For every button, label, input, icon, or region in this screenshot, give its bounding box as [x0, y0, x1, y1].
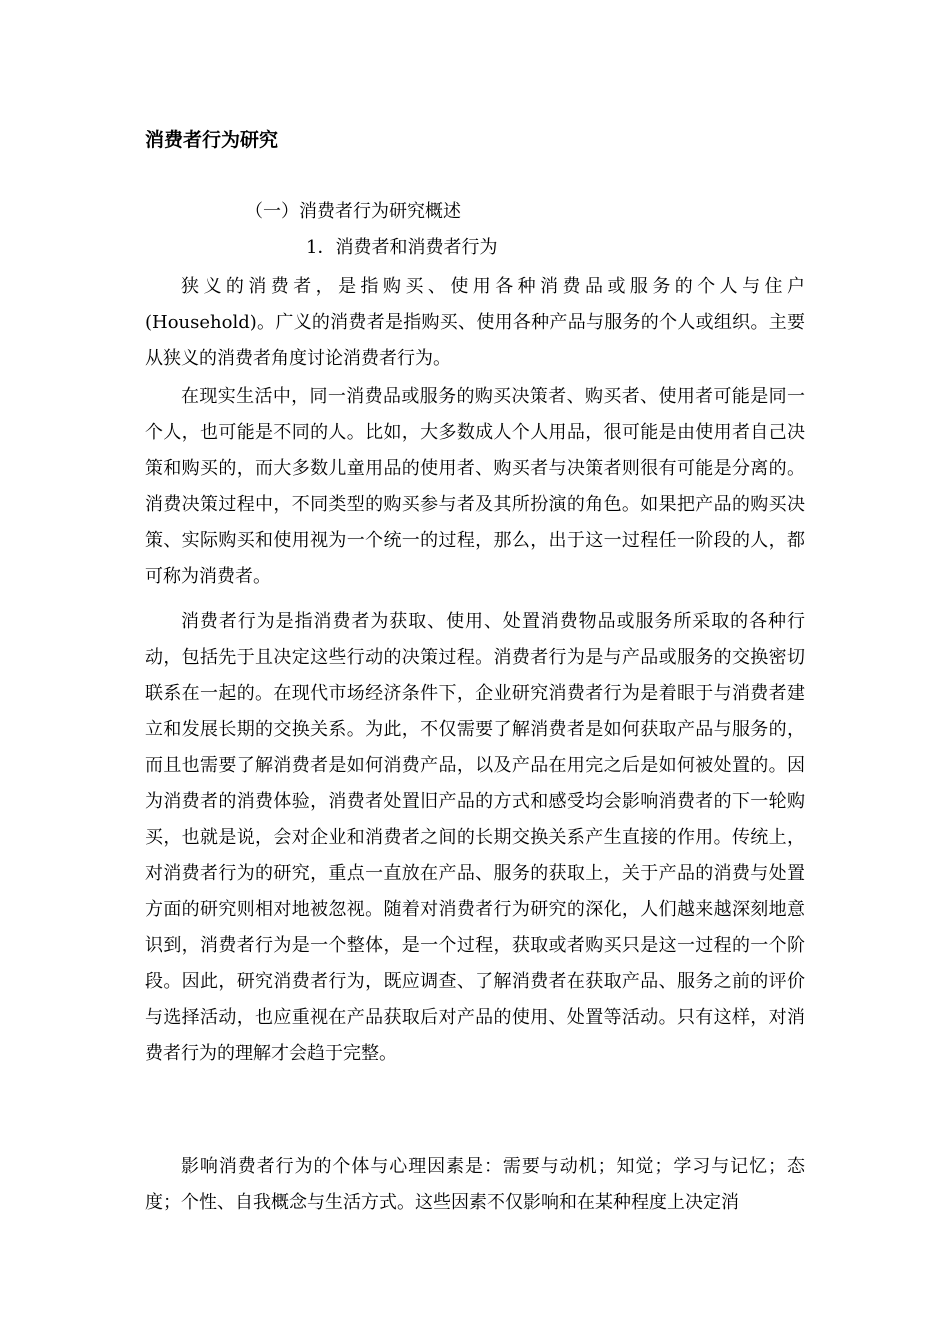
paragraph-narrow-consumer-definition: 狭义的消费者，是指购买、使用各种消费品或服务的个人与住户(Household)。广义的消费者是指购买、使用各种产品与服务的个人或组织。主要从狭义的消费者角度讨论消费者行为。: [145, 276, 805, 369]
paragraph-consumer-behavior-definition: 消费者行为是指消费者为获取、使用、处置消费物品或服务所采取的各种行动，包括先于且决定这些行动的决策过程。消费者行为是与产品或服务的交换密切联系在一起的。在现代市场经济条件下，企业研究消费者行为是着眼于与消费者建立和发展长期的交换关系。为此，不仅需要了解消费者是如何获取产品与服务的，而且也需要了解消费者是如何消费产品，以及产品在用完之后是如何被处置的。因为消费者的消费体验，消费者处置旧产品的方式和感受均会影响消费者的下一轮购买，也就是说，会对企业和消费者之间的长期交换关系产生直接的作用。传统上，对消费者行为的研究，重点一直放在产品、服务的获取上，关于产品的消费与处置方面的研究则相对地被忽视。随着对消费者行为研究的深化，人们越来越深刻地意识到，消费者行为是一个整体，是一个过程，获取或者购买只是这一过程的一个阶段。因此，研究消费者行为，既应调查、了解消费者在获取产品、服务之前的评价与选择活动，也应重视在产品获取后对产品的使用、处置等活动。只有这样，对消费者行为的理解才会趋于完整。: [145, 611, 805, 1064]
section-heading: （一）消费者行为研究概述: [245, 201, 461, 222]
paragraph-influencing-factors: 影响消费者行为的个体与心理因素是：需要与动机；知觉；学习与记忆；态度；个性、自我概念与生活方式。这些因素不仅影响和在某种程度上决定消: [145, 1156, 805, 1213]
document-title: 消费者行为研究: [145, 129, 279, 151]
paragraph-consumer-roles: 在现实生活中，同一消费品或服务的购买决策者、购买者、使用者可能是同一个人，也可能是不同的人。比如，大多数成人个人用品，很可能是由使用者自己决策和购买的，而大多数儿童用品的使用者、购买者与决策者则很有可能是分离的。消费决策过程中，不同类型的购买参与者及其所扮演的角色。如果把产品的购买决策、实际购买和使用视为一个统一的过程，那么，出于这一过程任一阶段的人，都可称为消费者。: [145, 386, 805, 587]
subsection-heading: 1．消费者和消费者行为: [306, 237, 498, 258]
